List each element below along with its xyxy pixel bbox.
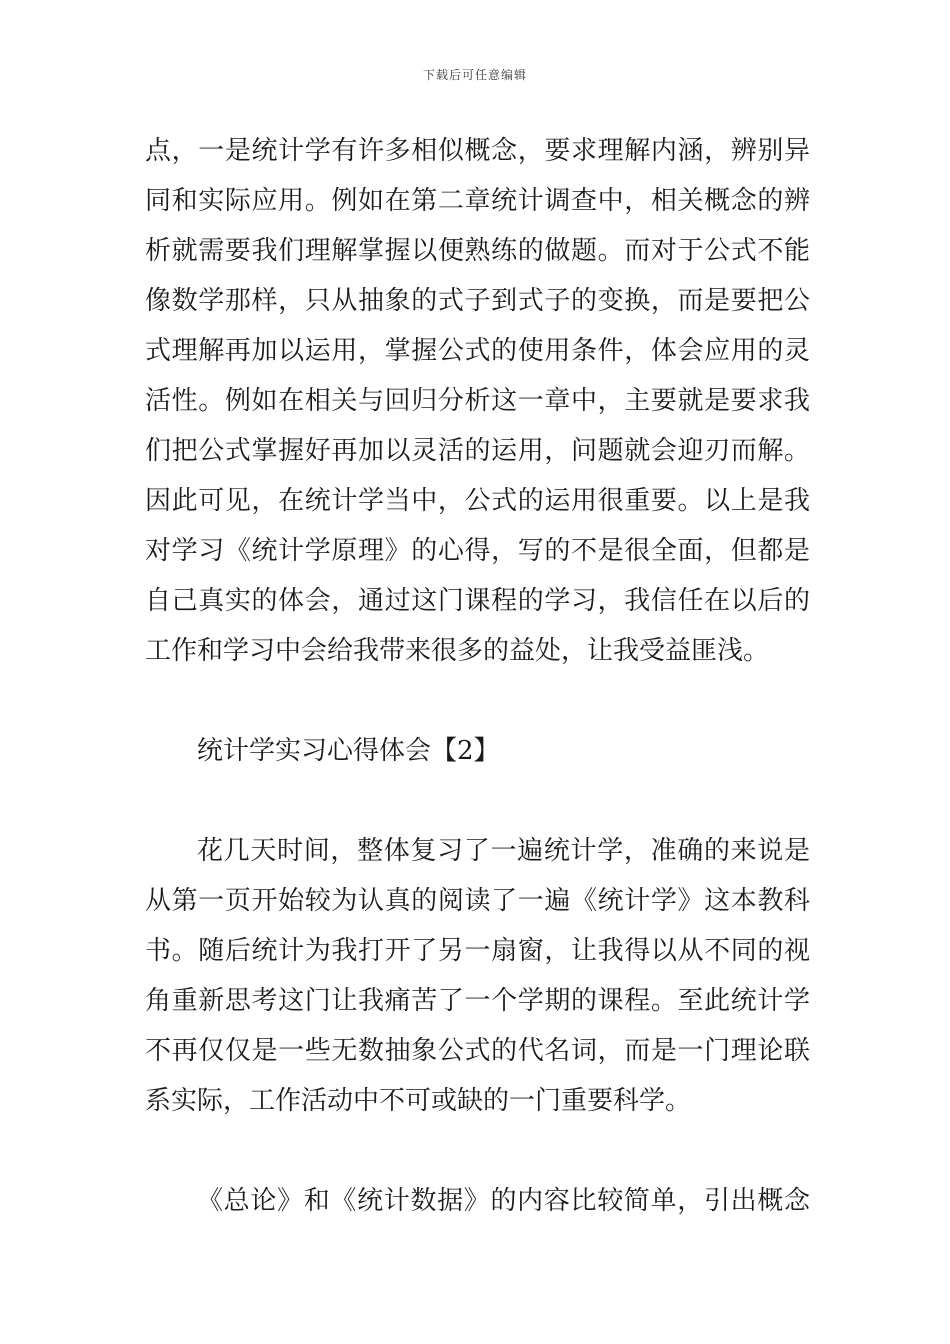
paragraph-1-line: 自己真实的体会，通过这门课程的学习，我信任在以后的 xyxy=(145,586,810,616)
paragraph-1-line: 工作和学习中会给我带来很多的益处，让我受益匪浅。 xyxy=(145,636,770,666)
paragraph-3 xyxy=(145,1176,810,1226)
paragraph-1-line: 们把公式掌握好再加以灵活的运用，问题就会迎刃而解。 xyxy=(145,436,810,466)
paragraph-1-line: 像数学那样，只从抽象的式子到式子的变换，而是要把公 xyxy=(145,286,810,316)
paragraph-1-line: 点，一是统计学有许多相似概念，要求理解内涵，辨别异 xyxy=(145,136,810,166)
paragraph-2-line: 书。随后统计为我打开了另一扇窗，让我得以从不同的视 xyxy=(145,936,810,966)
paragraph-2-line: 不再仅仅是一些无数抽象公式的代名词，而是一门理论联 xyxy=(145,1036,810,1066)
paragraph-2-line: 角重新思考这门让我痛苦了一个学期的课程。至此统计学 xyxy=(145,986,810,1016)
page-header: 下载后可任意编辑 xyxy=(422,68,527,82)
document-body xyxy=(145,126,810,1226)
paragraph-1-line: 因此可见，在统计学当中，公式的运用很重要。以上是我 xyxy=(145,486,810,516)
spacer xyxy=(145,1126,810,1176)
paragraph-1 xyxy=(145,126,810,676)
paragraph-2 xyxy=(145,826,810,1126)
section-heading: 统计学实习心得体会【2】 xyxy=(197,736,500,766)
spacer xyxy=(145,676,810,726)
paragraph-1-line: 式理解再加以运用，掌握公式的使用条件，体会应用的灵 xyxy=(145,336,810,366)
paragraph-3-line: 《总论》和《统计数据》的内容比较简单，引出概念 xyxy=(197,1186,810,1216)
paragraph-2-line: 花几天时间，整体复习了一遍统计学，准确的来说是 xyxy=(197,836,810,866)
paragraph-2-line: 系实际，工作活动中不可或缺的一门重要科学。 xyxy=(145,1086,692,1116)
spacer xyxy=(145,776,810,826)
paragraph-2-line: 从第一页开始较为认真的阅读了一遍《统计学》这本教科 xyxy=(145,886,810,916)
paragraph-1-line: 同和实际应用。例如在第二章统计调查中，相关概念的辨 xyxy=(145,186,810,216)
paragraph-1-line: 对学习《统计学原理》的心得，写的不是很全面，但都是 xyxy=(145,536,810,566)
paragraph-1-line: 活性。例如在相关与回归分析这一章中，主要就是要求我 xyxy=(145,386,810,416)
paragraph-1-line: 析就需要我们理解掌握以便熟练的做题。而对于公式不能 xyxy=(145,236,810,266)
